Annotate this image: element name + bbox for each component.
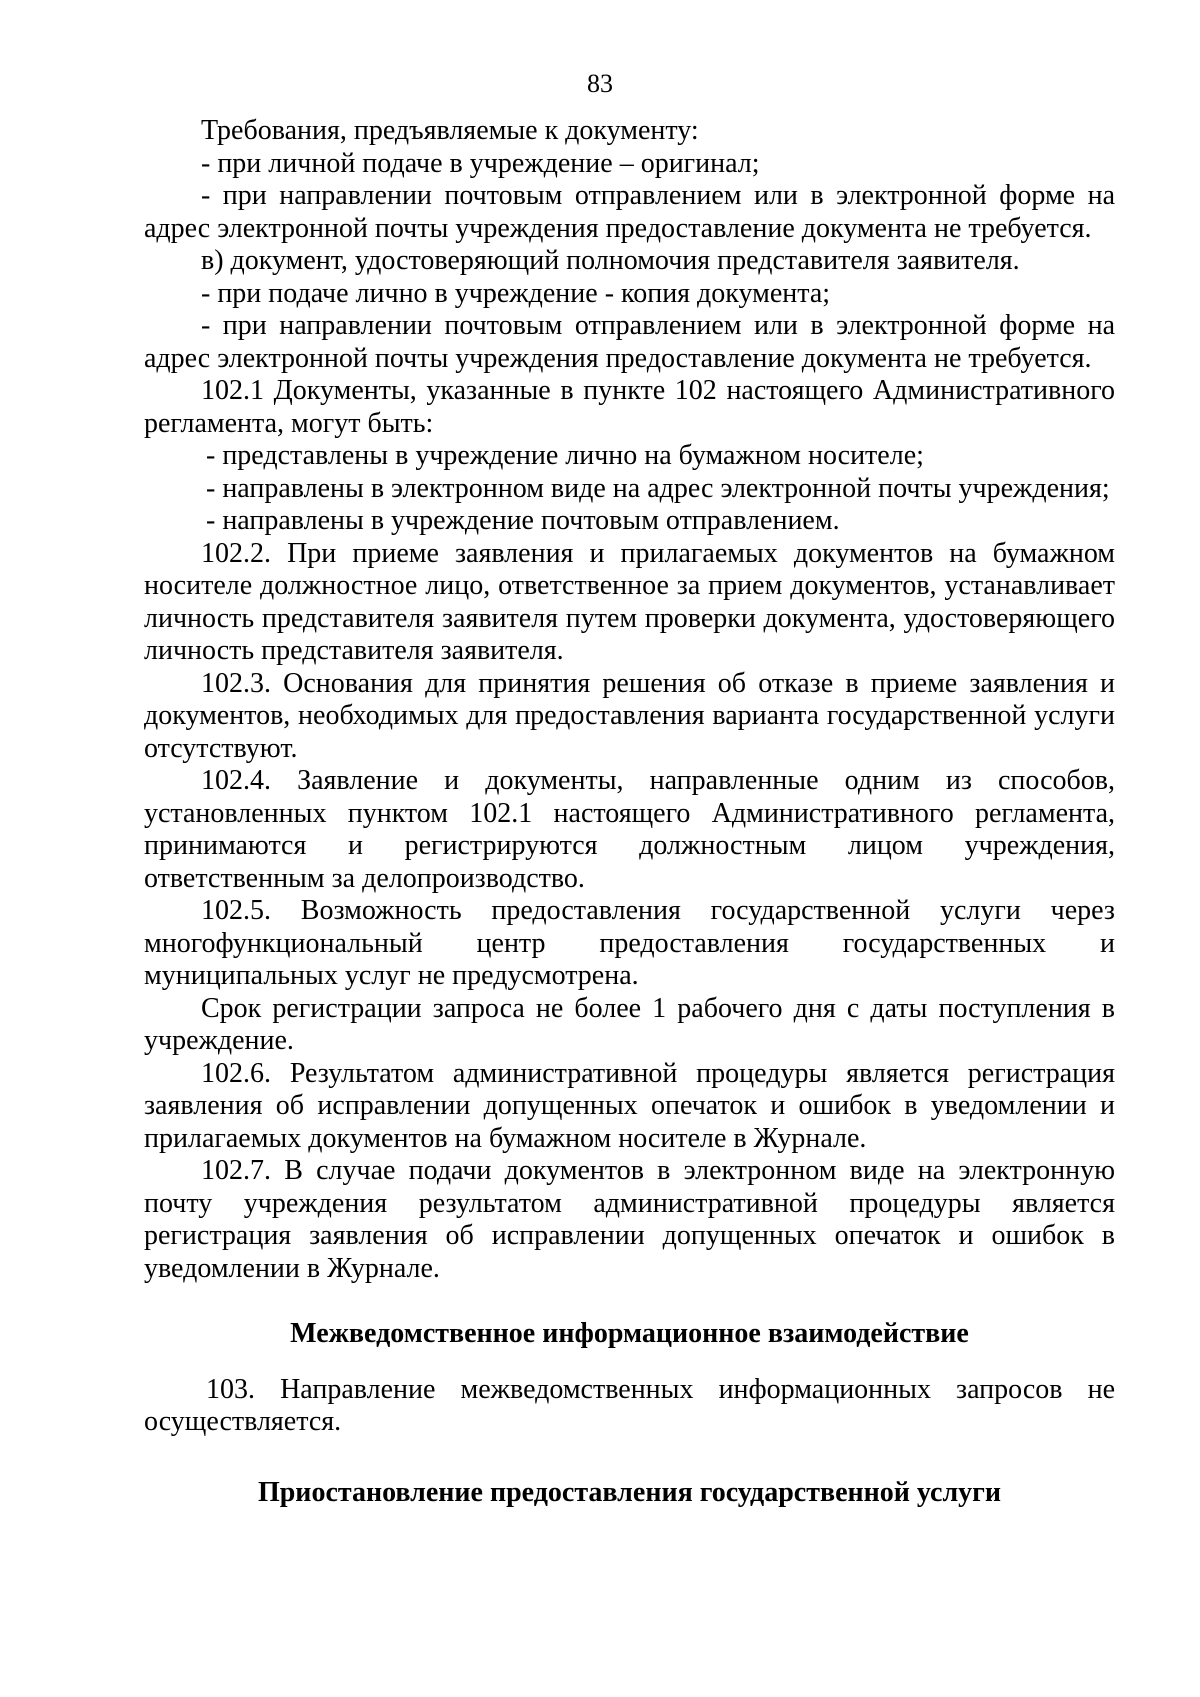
paragraph: 102.6. Результатом административной процедуры является регистрация заявления об исправлении допущенных опечаток и ошибок в уведомлении и прилагаемых документов на бумажном носителе в Журнале. (144, 1057, 1115, 1154)
document-body (144, 115, 1115, 1509)
paragraph: 102.4. Заявление и документы, направленные одним из способов, установленных пунктом 102.1 настоящего Административного регламента, принимаются и регистрируются должностным лицом учреждения, ответственным за делопроизводство. (144, 765, 1115, 894)
paragraph: - при подаче лично в учреждение - копия документа; (201, 277, 831, 309)
paragraph: 102.2. При приеме заявления и прилагаемых документов на бумажном носителе должностное лицо, ответственное за прием документов, устанавливает личность представителя заявителя путем проверки документа, удостоверяющего личность представителя заявителя. (144, 537, 1115, 666)
paragraph: 102.5. Возможность предоставления государственной услуги через многофункциональный центр предоставления государственных и муниципальных услуг не предусмотрена. (144, 895, 1115, 991)
paragraph: - представлены в учреждение лично на бумажном носителе; (206, 440, 924, 471)
page-number: 83 (587, 69, 613, 98)
paragraph: - при направлении почтовым отправлением или в электронной форме на адрес электронной почты учреждения предоставление документа не требуется. (144, 180, 1115, 244)
paragraph: 103. Направление межведомственных информационных запросов не осуществляется. (144, 1373, 1115, 1437)
paragraph: 102.1 Документы, указанные в пункте 102 настоящего Административного регламента, могут быть: (144, 375, 1115, 439)
paragraph: - при личной подаче в учреждение – оригинал; (201, 147, 760, 179)
paragraph: - при направлении почтовым отправлением или в электронной форме на адрес электронной почты учреждения предоставление документа не требуется. (144, 310, 1115, 374)
paragraph: Требования, предъявляемые к документу: (201, 115, 699, 146)
paragraph: в) документ, удостоверяющий полномочия представителя заявителя. (201, 245, 1020, 276)
paragraph: - направлены в электронном виде на адрес электронной почты учреждения; (206, 472, 1110, 504)
paragraph: 102.7. В случае подачи документов в электронном виде на электронную почту учреждения результатом административной процедуры является регистрация заявления об исправлении допущенных опечаток и ошибок в уведомлении в Журнале. (144, 1155, 1115, 1284)
paragraph: - направлены в учреждение почтовым отправлением. (206, 505, 840, 536)
section-heading: Межведомственное информационное взаимодействие (290, 1318, 969, 1349)
paragraph: Срок регистрации запроса не более 1 рабочего дня с даты поступления в учреждение. (144, 992, 1115, 1056)
paragraph: 102.3. Основания для принятия решения об отказе в приеме заявления и документов, необходимых для предоставления варианта государственной услуги отсутствуют. (144, 667, 1115, 764)
section-heading: Приостановление предоставления государственной услуги (257, 1476, 1002, 1508)
